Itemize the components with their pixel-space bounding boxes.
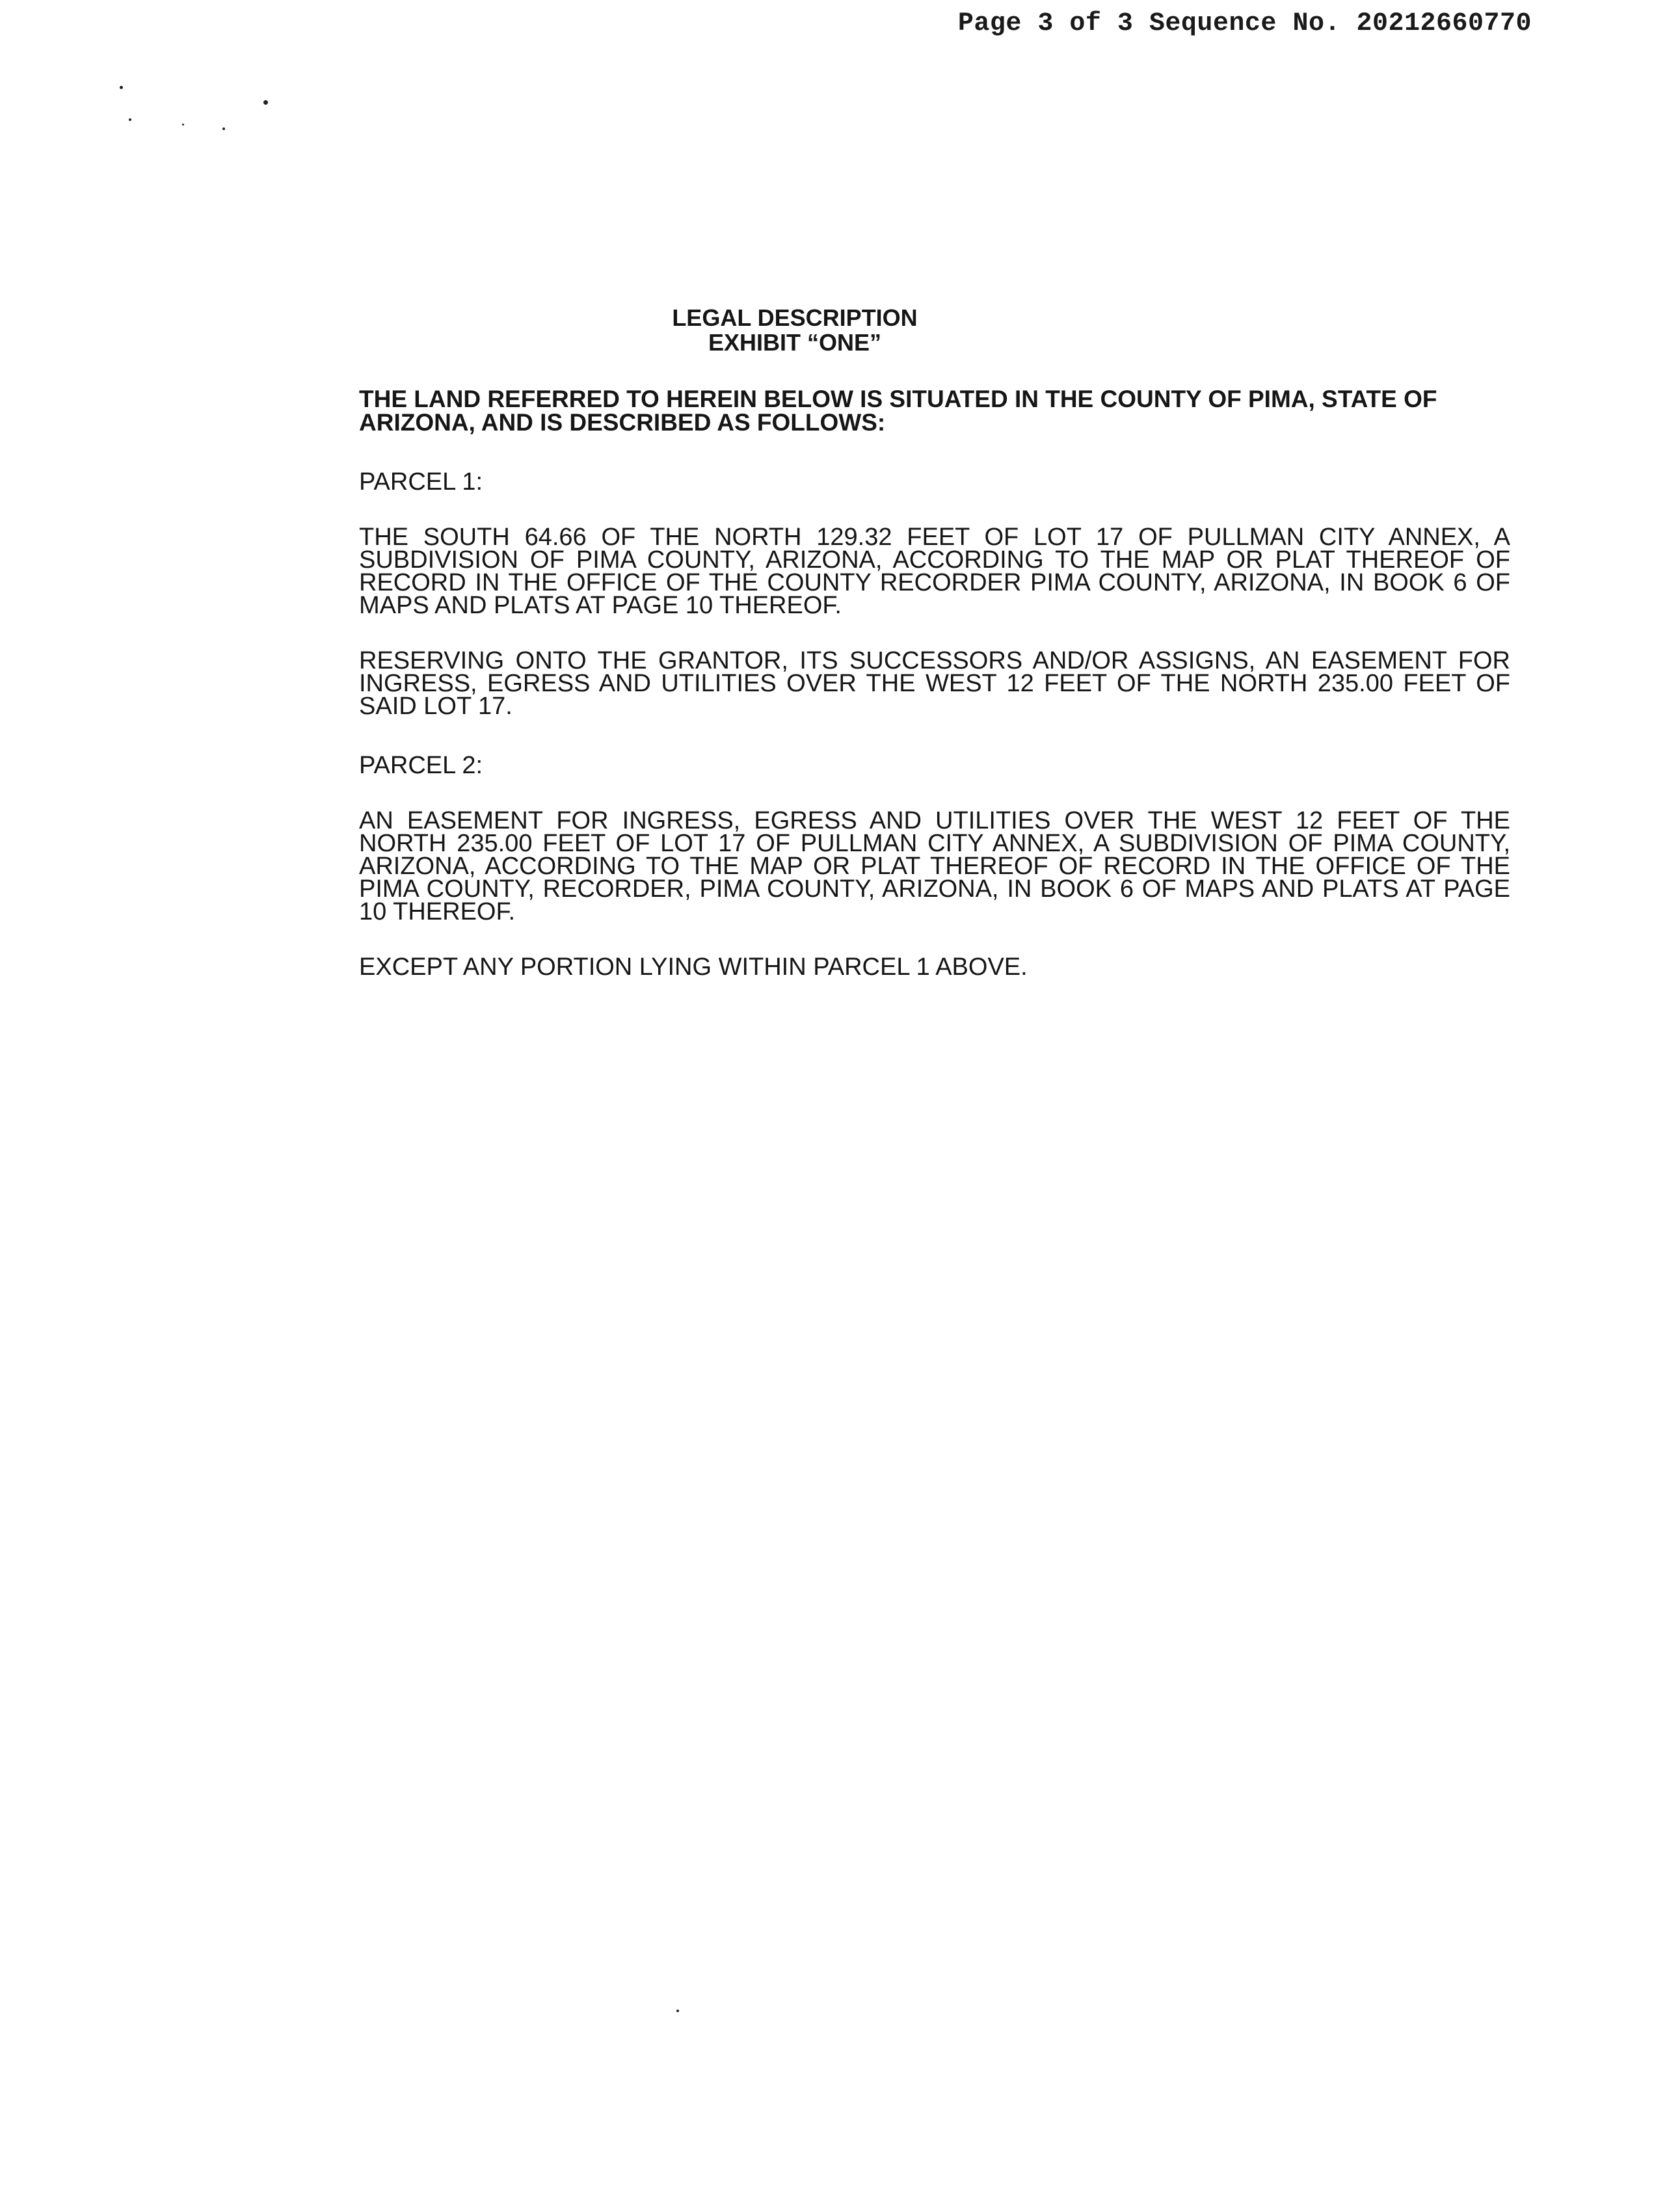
document-title: LEGAL DESCRIPTION bbox=[672, 304, 918, 331]
parcel-2-description: AN EASEMENT FOR INGRESS, EGRESS AND UTILITIES OVER THE WEST 12 FEET OF THE NORTH 235.00 FEET OF LOT 17 OF PULLMAN CITY ANNEX, A SUBDIVISION OF PIMA COUNTY, ARIZONA, ACCORDING TO THE MAP OR PLAT THEREOF OF RECORD IN THE OFFICE OF THE PIMA COUNTY, RECORDER, PIMA COUNTY, ARIZONA, IN BOOK 6 OF MAPS AND PLATS AT PAGE 10 THEREOF. bbox=[359, 807, 1510, 925]
parcel-1-reservation: RESERVING ONTO THE GRANTOR, ITS SUCCESSORS AND/OR ASSIGNS, AN EASEMENT FOR INGRESS, EGRESS AND UTILITIES OVER THE WEST 12 FEET OF THE NORTH 235.00 FEET OF SAID LOT 17. bbox=[359, 647, 1510, 720]
scan-speck bbox=[222, 127, 225, 130]
parcel-1-heading: PARCEL 1: bbox=[359, 468, 483, 496]
parcel-2-heading: PARCEL 2: bbox=[359, 752, 483, 779]
scan-speck bbox=[676, 2010, 679, 2012]
document-subtitle: EXHIBIT “ONE” bbox=[708, 329, 882, 356]
scan-speck bbox=[182, 124, 184, 126]
parcel-2-exception: EXCEPT ANY PORTION LYING WITHIN PARCEL 1 ABOVE. bbox=[359, 953, 1028, 981]
scan-speck bbox=[120, 86, 123, 89]
parcel-1-description: THE SOUTH 64.66 OF THE NORTH 129.32 FEET OF LOT 17 OF PULLMAN CITY ANNEX, A SUBDIVISION OF PIMA COUNTY, ARIZONA, ACCORDING TO THE MAP OR PLAT THEREOF OF RECORD IN THE OFFICE OF THE COUNTY RECORDER PIMA COUNTY, ARIZONA, IN BOOK 6 OF MAPS AND PLATS AT PAGE 10 THEREOF. bbox=[359, 524, 1510, 619]
legal-description-body bbox=[359, 306, 1510, 979]
page-sequence-stamp: Page 3 of 3 Sequence No. 20212660770 bbox=[957, 9, 1532, 38]
intro-paragraph: THE LAND REFERRED TO HEREIN BELOW IS SITUATED IN THE COUNTY OF PIMA, STATE OF ARIZONA, AND IS DESCRIBED AS FOLLOWS: bbox=[359, 386, 1437, 436]
title-block bbox=[671, 306, 918, 355]
scan-speck bbox=[129, 118, 131, 121]
scan-speck bbox=[263, 100, 268, 105]
